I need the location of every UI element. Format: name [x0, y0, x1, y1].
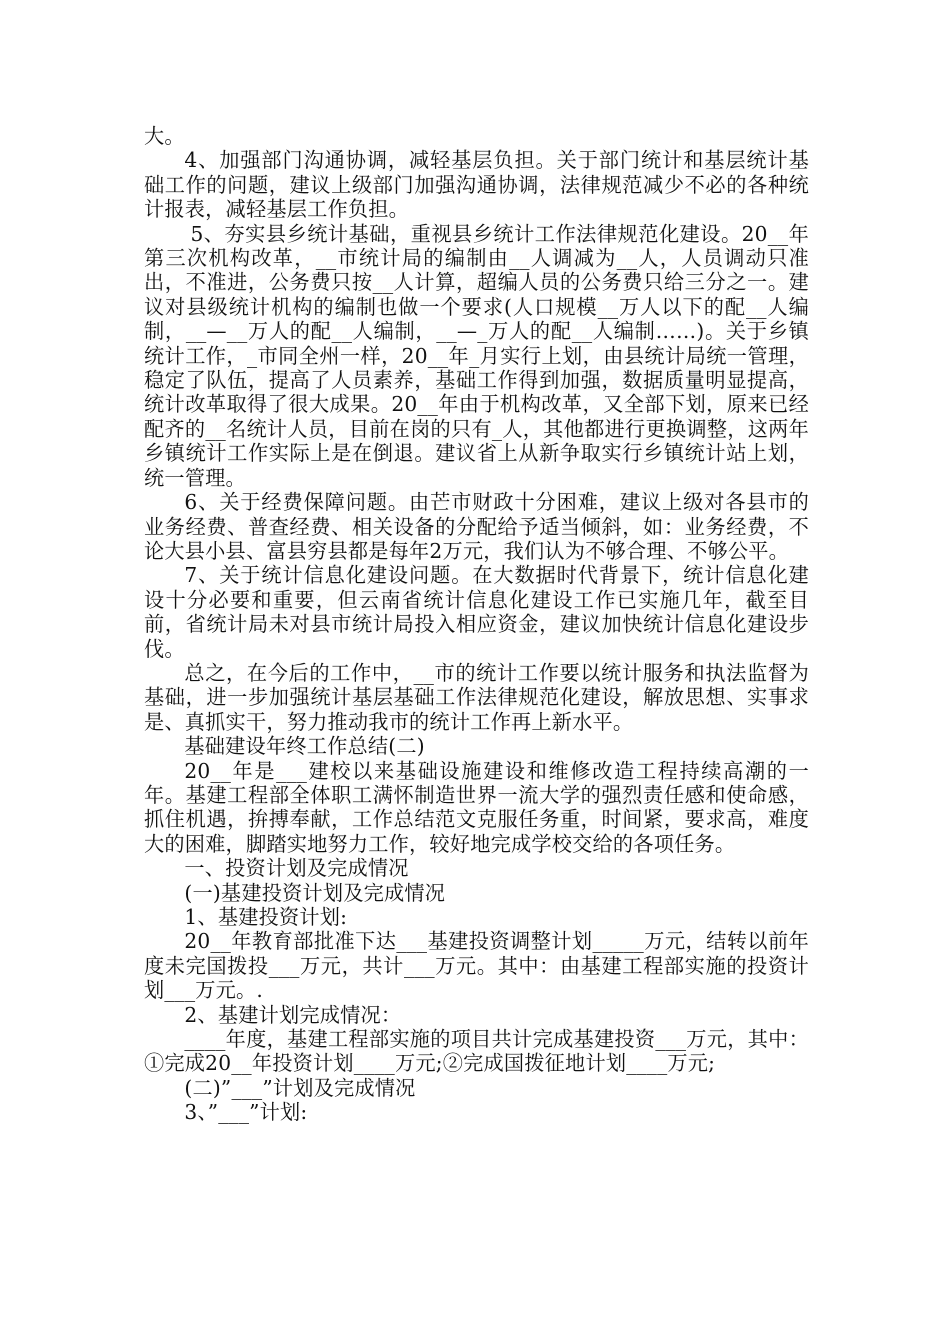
paragraph-summary: 总之，在今后的工作中，__市的统计工作要以统计服务和执法监督为基础，进一步加强统计基层基础工作法律规范化建设，解放思想、实事求是、真抓实干，努力推动我市的统计工作再上新水平。 [144, 660, 809, 734]
item-plan: 3、”___”计划: [184, 1100, 308, 1125]
paragraph-continuation: 大。 [144, 124, 185, 148]
paragraph-intro: 20__年是___建校以来基础设施建设和维修改造工程持续高潮的一年。基建工程部全体职工满怀制造世界一流大学的强烈责任感和使命感，抓住机遇，拚搏奉献，工作总结范文克服任务重，时间紧，要求高，难度大的困难，脚踏实地努力工作，较好地完成学校交给的各项任务。 [144, 758, 809, 856]
paragraph-item-6: 6、关于经费保障问题。由芒市财政十分困难，建议上级对各县市的业务经费、普查经费、相关设备的分配给予适当倾斜，如：业务经费，不论大县小县、富县穷县都是每年2万元，我们认为不够合理、不够公平。 [144, 490, 809, 563]
paragraph-item-5: 5、夯实县乡统计基础，重视县乡统计工作法律规范化建设。20__年第三次机构改革，__市统计局的编制由__人调减为__人，人员调动只准出，不准进，公务费只按__人计算，超编人员的公务费只给三分之一。建议对县级统计机构的编制也做一个要求(人口规模__万人以下的配__人编制，__—__万人的配__人编制，__—_万人的配__人编制……)。关于乡镇统计工作，_市同全州一样，20__年_月实行上划，由县统计局统一管理，稳定了队伍，提高了人员素养，基础工作得到加强，数据质量明显提高，统计改革取得了很大成果。20__年由于机构改革，又全部下划，原来已经配齐的__名统计人员，目前在岗的只有_人，其他都进行更换调整，这两年乡镇统计工作实际上是在倒退。建议省上从新争取实行乡镇统计站上划，统一管理。 [144, 221, 809, 490]
paragraph-plan-completion: ____年度，基建工程部实施的项目共计完成基建投资___万元，其中：①完成20__年投资计划____万元;②完成国拨征地计划____万元; [144, 1027, 809, 1076]
document-body [144, 124, 809, 1125]
paragraph-investment-plan: 20__年教育部批准下达___基建投资调整计划_____万元，结转以前年度未完国拨投___万元，共计___万元。其中：由基建工程部实施的投资计划___万元。. [144, 929, 809, 1003]
subheading-capital-investment: (一)基建投资计划及完成情况 [184, 880, 446, 905]
item-investment-plan: 1、基建投资计划: [184, 905, 348, 929]
paragraph-item-7: 7、关于统计信息化建设问题。在大数据时代背景下，统计信息化建设十分必要和重要，但云南省统计信息化建设工作已实施几年，截至目前，省统计局未对县市统计局投入相应资金，建议加快统计信息化建设步伐。 [144, 563, 809, 661]
section-title: 基础建设年终工作总结(二) [184, 734, 425, 759]
item-plan-completion: 2、基建计划完成情况： [184, 1002, 402, 1027]
paragraph-item-4: 4、加强部门沟通协调，减轻基层负担。关于部门统计和基层统计基础工作的问题，建议上级部门加强沟通协调，法律规范减少不必的各种统计报表，减轻基层工作负担。 [144, 148, 809, 222]
subheading-plan-status: (二)”___”计划及完成情况 [184, 1075, 416, 1100]
heading-investment-plan: 一、投资计划及完成情况 [184, 856, 409, 881]
